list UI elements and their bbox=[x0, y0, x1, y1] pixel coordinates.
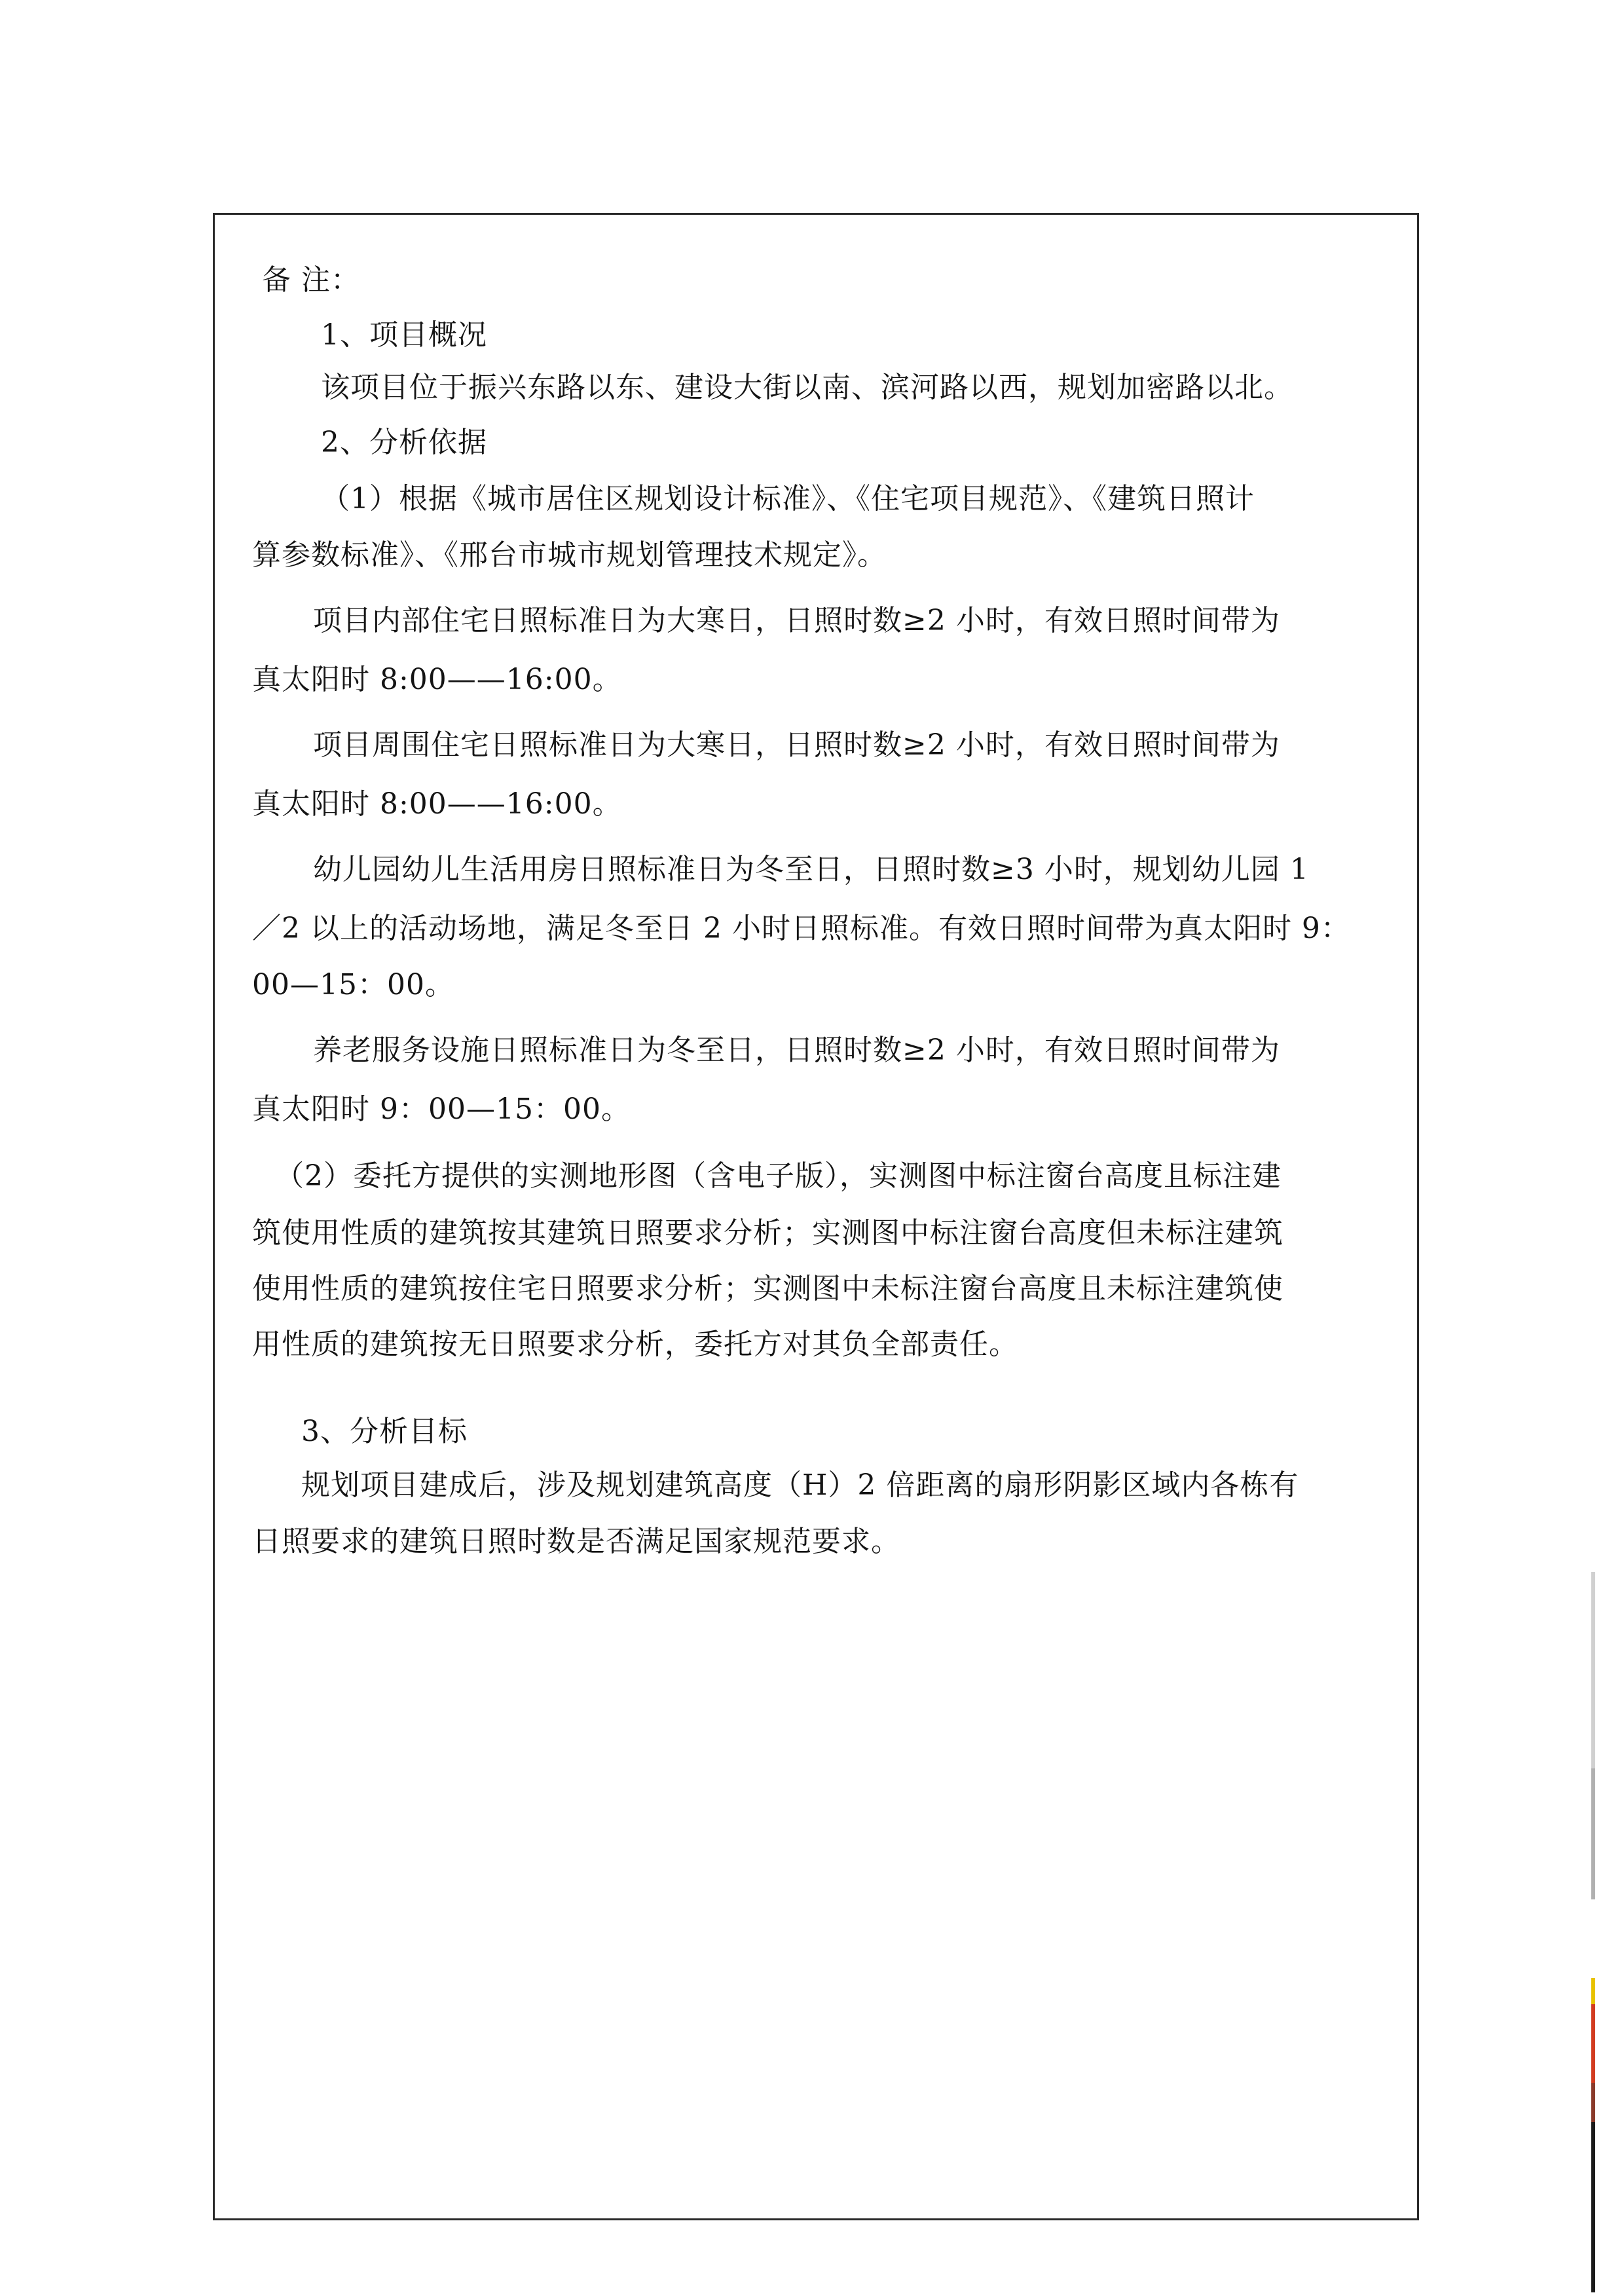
section3-heading: 3、分析目标 bbox=[301, 1415, 468, 1448]
section2-heading: 2、分析依据 bbox=[321, 426, 487, 459]
remark-label: 备 注： bbox=[262, 263, 360, 297]
section1-heading: 1、项目概况 bbox=[321, 318, 487, 352]
section3-line1: 规划项目建成后，涉及规划建筑高度（H）2 倍距离的扇形阴影区域内各栋有 bbox=[301, 1468, 1299, 1502]
item1-line2: 算参数标准》、《邢台市城市规划管理技术规定》。 bbox=[252, 538, 887, 572]
item2-line4: 用性质的建筑按无日照要求分析，委托方对其负全部责任。 bbox=[252, 1328, 1018, 1361]
inner-housing-line1: 项目内部住宅日照标准日为大寒日，日照时数≥2 小时，有效日照时间带为 bbox=[313, 604, 1280, 637]
surrounding-housing-line2: 真太阳时 8:00——16:00。 bbox=[252, 787, 622, 821]
kindergarten-line3: 00—15：00。 bbox=[252, 968, 454, 1001]
kindergarten-line1: 幼儿园幼儿生活用房日照标准日为冬至日，日照时数≥3 小时，规划幼儿园 1 bbox=[313, 853, 1309, 886]
surrounding-housing-line1: 项目周围住宅日照标准日为大寒日，日照时数≥2 小时，有效日照时间带为 bbox=[313, 728, 1280, 762]
item2-line2: 筑使用性质的建筑按其建筑日照要求分析；实测图中标注窗台高度但未标注建筑 bbox=[252, 1216, 1283, 1250]
item2-line3: 使用性质的建筑按住宅日照要求分析；实测图中未标注窗台高度且未标注建筑使 bbox=[252, 1272, 1283, 1305]
item1-line1: （1）根据《城市居住区规划设计标准》、《住宅项目规范》、《建筑日照计 bbox=[321, 482, 1255, 515]
inner-housing-line2: 真太阳时 8:00——16:00。 bbox=[252, 663, 622, 696]
elderly-facility-line2: 真太阳时 9：00—15：00。 bbox=[252, 1092, 631, 1126]
kindergarten-line2: ／2 以上的活动场地，满足冬至日 2 小时日照标准。有效日照时间带为真太阳时 9： bbox=[252, 912, 1350, 945]
scanner-edge-strip bbox=[1591, 0, 1595, 2295]
section3-line2: 日照要求的建筑日照时数是否满足国家规范要求。 bbox=[252, 1525, 900, 1558]
elderly-facility-line1: 养老服务设施日照标准日为冬至日，日照时数≥2 小时，有效日照时间带为 bbox=[313, 1034, 1280, 1067]
item2-line1: （2）委托方提供的实测地形图（含电子版），实测图中标注窗台高度且标注建 bbox=[275, 1159, 1282, 1193]
section1-text: 该项目位于振兴东路以东、建设大街以南、滨河路以西，规划加密路以北。 bbox=[321, 371, 1293, 404]
